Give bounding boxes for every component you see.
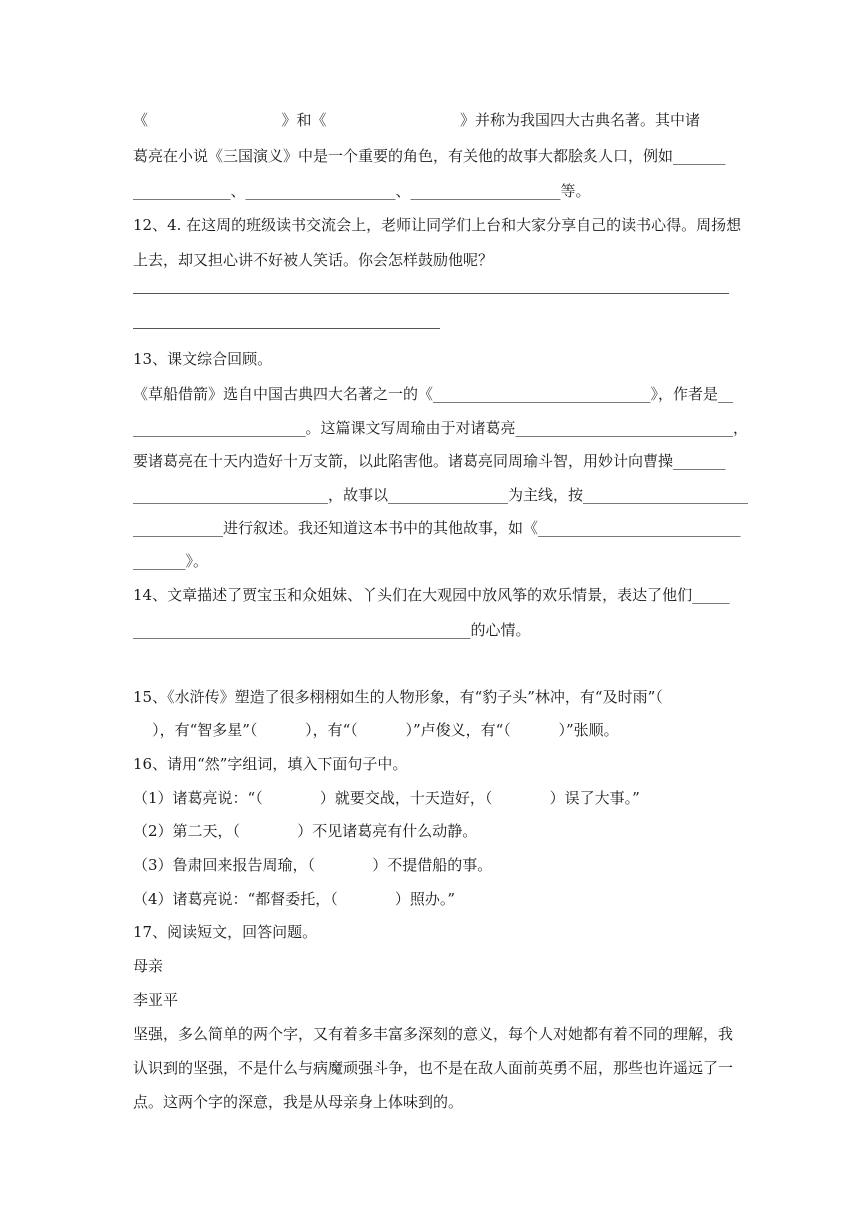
q13-line-6: _______》。 <box>133 552 209 570</box>
q15-line-1: 15、《水浒传》塑造了很多栩栩如生的人物形象，有“豹子头”林冲，有“及时雨”（ <box>133 688 663 706</box>
q16-heading: 16、请用“然”字组词，填入下面句子中。 <box>133 755 408 773</box>
q11-line-2: 葛亮在小说《三国演义》中是一个重要的角色，有关他的故事大都脍炙人口，例如_______ <box>133 147 726 165</box>
q13-line-2: _______________________。这篇课文写周瑜由于对诸葛亮_____________________________， <box>133 419 749 437</box>
q16-item-1: （1）诸葛亮说：“（ ）就要交战，十天造好，（ ）误了大事。” <box>133 789 640 807</box>
q14-line-2: _____________________________________________的心情。 <box>133 621 531 639</box>
q11-line-3: _____________、____________________、____________________等。 <box>133 182 591 200</box>
q16-item-2: （2）第二天，（ ）不见诸葛亮有什么动静。 <box>133 822 478 840</box>
passage-title: 母亲 <box>133 957 164 975</box>
passage-paragraph-line-1: 坚强，多么简单的两个字，又有着多丰富多深刻的意义，每个人对她都有着不同的理解，我 <box>133 1025 734 1043</box>
q16-item-3: （3）鲁肃回来报告周瑜，（ ）不提借船的事。 <box>133 856 493 874</box>
q16-item-4: （4）诸葛亮说：“都督委托，（ ）照办。” <box>133 890 456 908</box>
q13-line-4: __________________________，故事以________________为主线，按______________________ <box>133 486 749 504</box>
q13-line-1: 《草船借箭》选自中国古典四大名著之一的《_____________________________》，作者是__ <box>133 385 734 403</box>
q13-line-5: ____________进行叙述。我还知道这本书中的其他故事，如《___________________________ <box>133 519 741 537</box>
q15-line-2: ），有“智多星”（ ），有“（ ）”卢俊义，有“（ ）”张顺。 <box>133 721 619 739</box>
q14-line-1: 14、文章描述了贾宝玉和众姐妹、丫头们在大观园中放风筝的欢乐情景，表达了他们_____ <box>133 586 730 604</box>
q13-heading: 13、课文综合回顾。 <box>133 350 273 368</box>
q12-line-2: 上去，却又担心讲不好被人笑话。你会怎样鼓励他呢？ <box>133 251 494 269</box>
q11-line-1: 《 》和《 》并称为我国四大古典名著。其中诸 <box>133 111 701 129</box>
q13-line-3: 要诸葛亮在十天内造好十万支箭，以此陷害他。诸葛亮同周瑜斗智，用妙计向曹操_______ <box>133 452 726 470</box>
passage-paragraph-line-2: 认识到的坚强，不是什么与病魔顽强斗争，也不是在敌人面前英勇不屈，那些也许遥远了一 <box>133 1059 734 1077</box>
q17-heading: 17、阅读短文，回答问题。 <box>133 923 318 941</box>
q12-answer-rule-2[interactable] <box>133 328 440 329</box>
q12-answer-rule-1[interactable] <box>133 293 729 294</box>
passage-author: 李亚平 <box>133 991 179 1009</box>
passage-paragraph-line-3: 点。这两个字的深意，我是从母亲身上体味到的。 <box>133 1093 464 1111</box>
q12-line-1: 12、4. 在这周的班级读书交流会上，老师让同学们上台和大家分享自己的读书心得。周扬想 <box>133 216 742 234</box>
